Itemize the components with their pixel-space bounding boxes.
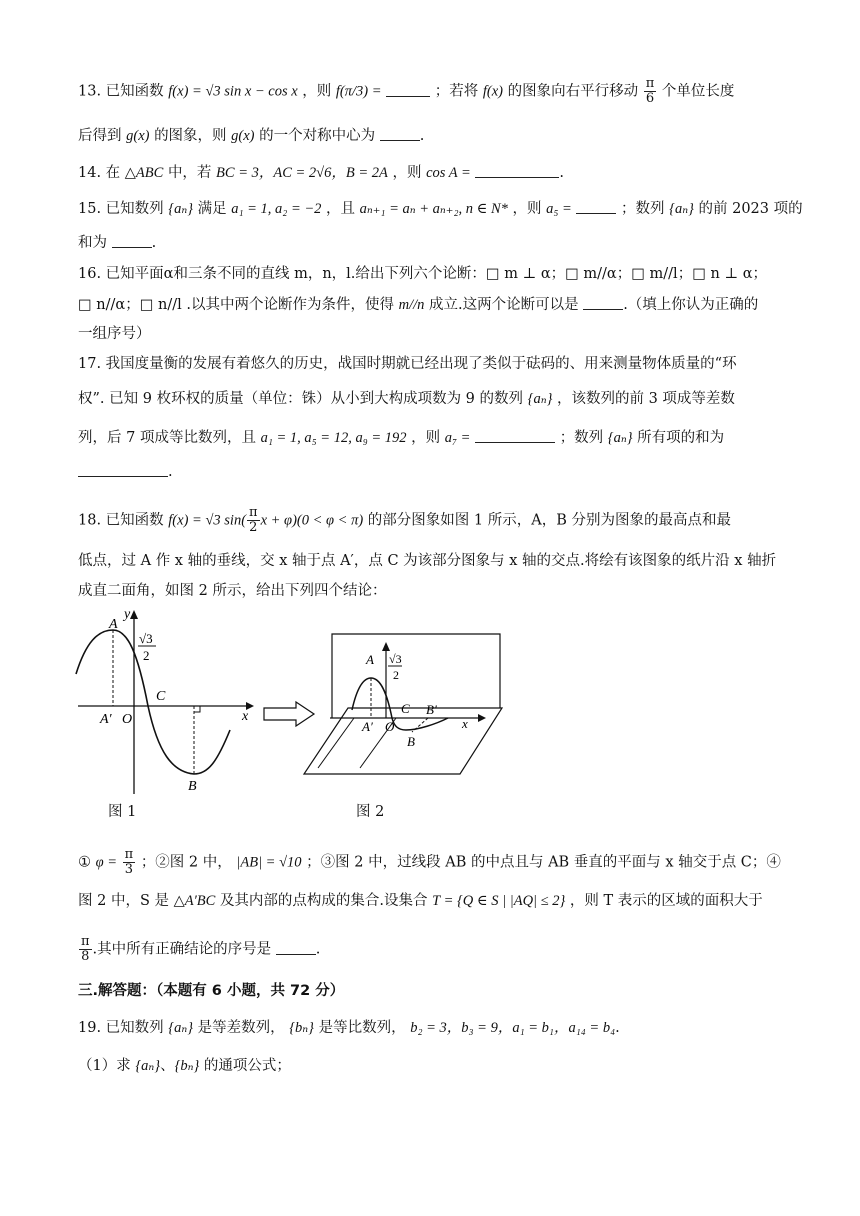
q15-line2	[78, 233, 788, 253]
q14-line	[78, 163, 788, 183]
q18-text: 18. 已知函数	[78, 512, 164, 529]
q17-line4	[78, 462, 788, 482]
fig2-label-Bprime: B′	[426, 702, 437, 717]
q13-text: 已知函数	[105, 83, 164, 100]
q17-seq: {aₙ}	[607, 430, 633, 446]
q18-conclusions-line3	[78, 935, 788, 964]
fig2-label-Aprime: A′	[362, 719, 373, 734]
q17-ask: a₇ =	[444, 430, 471, 446]
section-3-heading: 三.解答题：（本题有 6 小题，共 72 分）	[78, 983, 345, 999]
fig2-label-A: A	[366, 652, 374, 667]
q17-text: 所有项的和为	[637, 430, 725, 446]
q15-text: ，则	[512, 201, 542, 217]
q18-text: .	[315, 941, 321, 958]
q16-blank[interactable]	[583, 295, 623, 310]
q18-line3	[78, 581, 788, 601]
frac-num: π	[81, 934, 90, 949]
q18-text: ；②图 2 中，	[140, 854, 232, 871]
q13-text: 个单位长度	[661, 83, 735, 100]
q13-blank-2[interactable]	[380, 126, 420, 141]
frac-den: 8	[81, 949, 90, 964]
q16-line3	[78, 324, 788, 344]
fig1-label-C: C	[156, 689, 166, 704]
q13-text: .	[419, 128, 425, 144]
fig1-label-sqrt3: √3	[139, 631, 153, 646]
q18-function-def: x + φ)(0 < φ < π)	[260, 512, 364, 529]
q14-text: 14. 在	[78, 165, 121, 181]
q15-recurrence: aₙ₊₁ = aₙ + aₙ₊₂, n ∈ N*	[359, 201, 508, 217]
q18-conclusions-line1	[78, 848, 788, 877]
q13-shift-fraction	[644, 77, 657, 106]
frac-den: 2	[249, 520, 258, 535]
fig1-label-B: B	[188, 779, 197, 794]
q14-text: .	[559, 165, 565, 181]
q18-text: 的部分图象如图 1 所示，A，B 分别为图象的最高点和最	[367, 512, 731, 529]
q19-bn: {bₙ}	[174, 1058, 200, 1074]
q17-conditions: a₁ = 1, a₅ = 12, a₉ = 192	[260, 430, 407, 446]
q17-text: 17. 我国度量衡的发展有着悠久的历史，战国时期就已经出现了类似于砝码的、用来测量物体质量的“环	[78, 356, 737, 372]
q17-line2	[78, 389, 788, 409]
q17-text: 权”. 已知 9 枚环权的质量（单位：铢）从小到大构成项数为 9 的数列	[78, 391, 524, 407]
q15-blank-1[interactable]	[576, 199, 616, 214]
q17-blank-2[interactable]	[78, 462, 168, 477]
q16-line1	[78, 264, 788, 284]
fig2-lower-curve	[392, 718, 448, 730]
q13-blank-1[interactable]	[386, 82, 430, 97]
q15-initial: a₁ = 1, a₂ = −2	[231, 201, 322, 217]
q19-conditions: b₂ = 3，b₃ = 9，a₁ = b₁，a₁₄ = b₄	[410, 1020, 616, 1036]
q18-ab-length: |AB| = √10	[236, 854, 302, 871]
q13-fx: f(x)	[482, 83, 503, 100]
q14-text: ，则	[392, 165, 422, 181]
fig2-y-arrow	[382, 642, 390, 651]
fig1-label-O: O	[122, 712, 133, 727]
q13-line2	[78, 126, 788, 146]
q17-seq: {aₙ}	[527, 391, 553, 407]
q14-blank[interactable]	[475, 163, 559, 178]
fig1-y-arrow	[130, 610, 138, 619]
q15-text: 的前 2023 项的	[698, 201, 803, 217]
q18-text: 及其内部的点构成的集合.设集合	[219, 893, 428, 909]
q15-text: .	[151, 235, 157, 251]
fig2-x-arrow	[478, 714, 486, 722]
q18-text: 图 2 中，S 是	[78, 893, 169, 909]
fig1-label-Aprime: A′	[100, 712, 112, 727]
q17-text: ；数列	[559, 430, 604, 446]
fig2-label-O: O	[385, 719, 395, 734]
q17-text: ，则	[411, 430, 441, 446]
q13-text: 的图象向右平行移动	[507, 83, 639, 100]
fig2-vertical-plane	[332, 634, 500, 718]
fig2-label-B: B	[407, 734, 415, 749]
q16-goal: m//n	[398, 297, 425, 313]
q15-blank-2[interactable]	[112, 233, 152, 248]
q18-conclusions-line2	[78, 891, 788, 911]
q18-text: 低点，过 A 作 x 轴的垂线，交 x 轴于点 A′，点 C 为该部分图象与 x 轴的交点.将绘有该图象的纸片沿 x 轴折	[78, 553, 777, 569]
q19-text: 的通项公式；	[203, 1058, 291, 1074]
q16-text: 成立.这两个论断可以是	[428, 297, 579, 313]
q19-text: 19. 已知数列	[78, 1020, 164, 1036]
q18-area-fraction	[79, 935, 92, 964]
q18-text: ①	[78, 854, 91, 871]
frac-den: 3	[124, 862, 134, 877]
q17-line3	[78, 428, 788, 448]
frac-den: 6	[645, 91, 655, 106]
fig1-right-angle	[194, 706, 200, 712]
q13-number: 13.	[78, 83, 102, 100]
q18-set-T: T = {Q ∈ S | |AQ| ≤ 2}	[432, 893, 566, 909]
q17-line1	[78, 354, 788, 374]
q15-text: 满足	[197, 201, 227, 217]
q18-text: 成直二面角，如图 2 所示，给出下列四个结论：	[78, 583, 387, 599]
q14-triangle: △ABC	[124, 165, 164, 181]
q19-line1	[78, 1018, 788, 1038]
fig1-label-2: 2	[143, 648, 150, 663]
fig1-curve	[76, 630, 230, 774]
figure-1-sine-graph	[72, 602, 262, 802]
fig1-label-x: x	[242, 709, 249, 724]
q14-conditions: BC = 3，AC = 2√6，B = 2A	[216, 165, 388, 181]
q18-freq-fraction	[247, 506, 260, 535]
q17-text: .	[168, 464, 173, 480]
q13-function-def: f(x) = √3 sin x − cos x	[168, 83, 298, 100]
q15-ask: a₅ =	[546, 201, 572, 217]
q17-blank-1[interactable]	[475, 428, 555, 443]
fig2-label-x: x	[462, 716, 468, 731]
q18-triangle: △A′BC	[173, 893, 216, 909]
q13-line1	[78, 77, 788, 106]
q16-text: □ n//α；□ n//l .以其中两个论断作为条件，使得	[78, 297, 394, 313]
q19-an: {aₙ}	[168, 1020, 194, 1036]
q13-text: 后得到	[78, 128, 122, 144]
q14-text: 中，若	[167, 165, 212, 181]
q16-text: 16. 已知平面α和三条不同的直线 m，n，l.给出下列六个论断：□ m ⊥ α；□ m//α；□ m//l；□ n ⊥ α；	[78, 266, 767, 282]
q19-sub1	[78, 1056, 788, 1076]
q18-function-def: f(x) = √3 sin(	[168, 512, 247, 529]
q16-text: .（填上你认为正确的	[623, 297, 759, 313]
q18-line1	[78, 506, 788, 535]
q19-text: 、	[160, 1058, 175, 1074]
q18-line2	[78, 551, 788, 571]
q13-text: ；若将	[434, 83, 479, 100]
q17-text: ，该数列的前 3 项成等差数	[556, 391, 735, 407]
q13-text: ，则	[302, 83, 332, 100]
q15-text: ；数列	[621, 201, 665, 217]
q18-blank[interactable]	[276, 940, 316, 955]
q19-text: .	[615, 1020, 620, 1036]
q18-phi: φ =	[95, 854, 118, 871]
q18-text: ；③图 2 中，过线段 AB 的中点且与 AB 垂直的平面与 x 轴交于点 C；④	[306, 854, 781, 871]
q15-seq: {aₙ}	[168, 201, 194, 217]
q15-text: ，且	[326, 201, 356, 217]
q19-text: 是等差数列，	[197, 1020, 285, 1036]
q18-phi-fraction	[123, 848, 136, 877]
q13-gx: g(x)	[126, 128, 150, 144]
q13-text: 的一个对称中心为	[259, 128, 376, 144]
q13-text: 的图象，则	[154, 128, 227, 144]
fig2-label-sqrt3: √3	[389, 652, 402, 666]
fig2-caption: 图 2	[356, 804, 385, 820]
frac-num: π	[124, 847, 134, 862]
q18-text: .其中所有正确结论的序号是	[92, 941, 272, 958]
frac-num: π	[249, 505, 258, 520]
q18-text: ，则 T 表示的区域的面积大于	[569, 893, 763, 909]
fig1-label-A: A	[109, 617, 118, 632]
q19-text: 是等比数列，	[318, 1020, 406, 1036]
q14-ask: cos A =	[426, 165, 471, 181]
q16-text: 一组序号）	[78, 326, 151, 342]
frac-num: π	[645, 76, 655, 91]
q15-seq: {aₙ}	[669, 201, 694, 217]
q16-line2	[78, 295, 788, 315]
q15-line1	[78, 199, 803, 219]
figure-2-folded-graph	[300, 628, 510, 788]
q19-text: （1）求	[78, 1058, 131, 1074]
q15-text: 15. 已知数列	[78, 201, 164, 217]
q19-an: {aₙ}	[135, 1058, 161, 1074]
fig2-label-C: C	[401, 701, 410, 716]
q17-text: 列，后 7 项成等比数列，且	[78, 430, 256, 446]
q13-gx: g(x)	[231, 128, 255, 144]
fig2-label-2: 2	[393, 668, 399, 682]
q13-f-pi3: f(π/3) =	[335, 83, 382, 100]
q15-text: 和为	[78, 235, 107, 251]
fig1-label-y: y	[124, 607, 131, 622]
fig1-caption: 图 1	[108, 804, 137, 820]
q19-bn: {bₙ}	[289, 1020, 314, 1036]
